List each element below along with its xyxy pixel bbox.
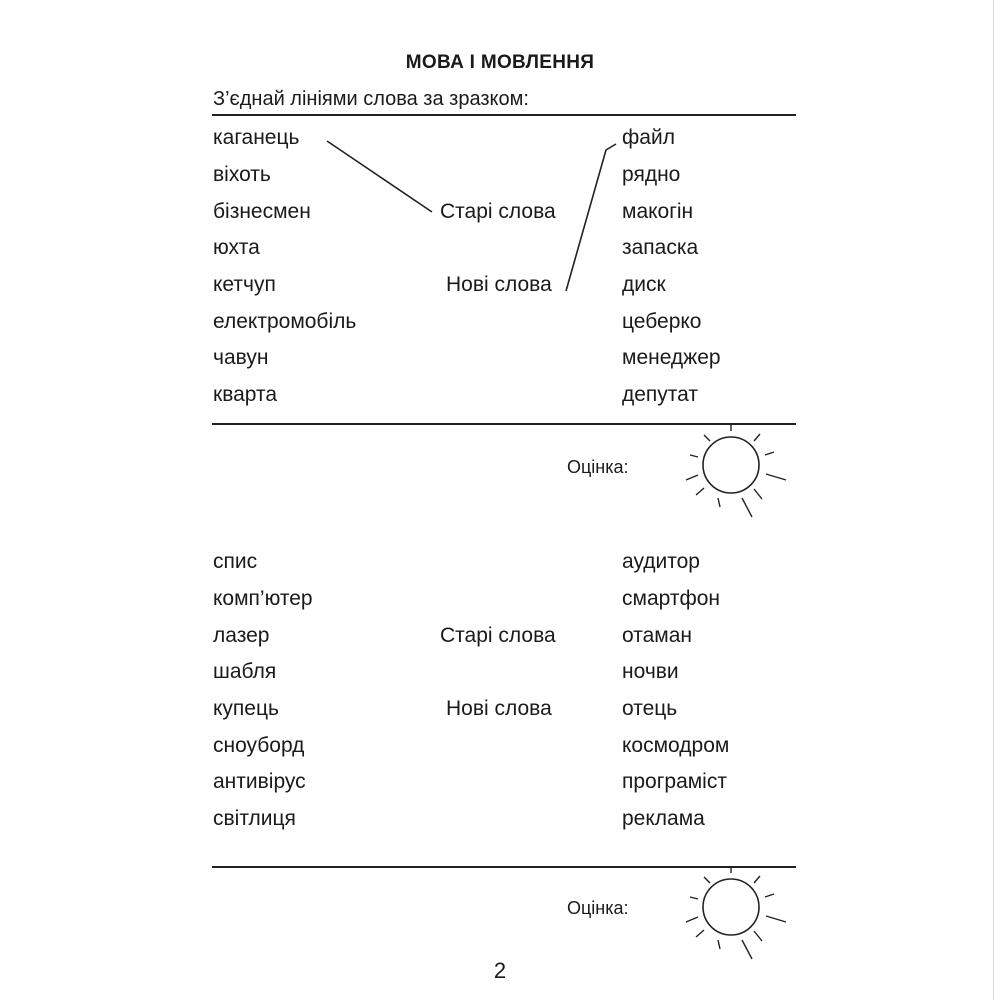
ex2-right-word[interactable]: аудитор xyxy=(622,550,700,573)
example-line-new xyxy=(566,144,616,291)
ex1-right-word[interactable]: депутат xyxy=(622,383,699,406)
ex1-left-word[interactable]: кетчуп xyxy=(213,273,276,296)
ex2-left-word[interactable]: комп’ютер xyxy=(213,587,313,610)
ex2-right-word[interactable]: отаман xyxy=(622,624,692,647)
ex2-old-words-label[interactable]: Старі слова xyxy=(440,624,556,647)
ex1-right-word[interactable]: файл xyxy=(622,126,675,149)
ex1-score-label: Оцінка: xyxy=(567,457,629,477)
ex1-right-word[interactable]: менеджер xyxy=(622,346,721,369)
ex2-right-word[interactable]: програміст xyxy=(622,770,727,793)
ex1-right-word[interactable]: запаска xyxy=(622,236,699,259)
ex1-left-word[interactable]: юхта xyxy=(213,236,260,259)
ex2-score-label: Оцінка: xyxy=(567,898,629,918)
ex1-right-word[interactable]: цеберко xyxy=(622,310,702,333)
ex2-left-word[interactable]: світлиця xyxy=(213,807,296,830)
ex2-left-word[interactable]: антивірус xyxy=(213,770,306,793)
ex1-old-words-label[interactable]: Старі слова xyxy=(440,200,556,223)
ex2-left-word[interactable]: сноуборд xyxy=(213,734,305,757)
ex1-new-words-label[interactable]: Нові слова xyxy=(446,273,552,296)
ex2-left-word[interactable]: шабля xyxy=(213,660,277,683)
instruction-text: З’єднай лініями слова за зразком: xyxy=(213,88,529,110)
ex1-right-word[interactable]: диск xyxy=(622,273,666,296)
page-title: МОВА І МОВЛЕННЯ xyxy=(405,52,595,73)
sun-icon[interactable] xyxy=(676,425,796,525)
example-line-old xyxy=(327,141,432,212)
ex1-left-word[interactable]: бізнесмен xyxy=(213,200,311,223)
ex1-left-word[interactable]: каганець xyxy=(213,126,300,149)
ex2-left-word[interactable]: спис xyxy=(213,550,258,573)
ex2-left-word[interactable]: лазер xyxy=(213,624,270,647)
ex2-left-word[interactable]: купець xyxy=(213,697,279,720)
ex1-left-word[interactable]: віхоть xyxy=(213,163,271,186)
sun-icon[interactable] xyxy=(676,867,796,967)
ex1-left-word[interactable]: чавун xyxy=(213,346,269,369)
ex2-right-word[interactable]: космодром xyxy=(622,734,730,757)
ex1-right-word[interactable]: макогін xyxy=(622,200,694,223)
ex2-right-word[interactable]: отець xyxy=(622,697,678,720)
ex1-left-word[interactable]: кварта xyxy=(213,383,278,406)
ex1-left-word[interactable]: електромобіль xyxy=(213,310,357,333)
ex2-right-word[interactable]: реклама xyxy=(622,807,705,830)
ex2-right-word[interactable]: ночви xyxy=(622,660,679,683)
ex2-new-words-label[interactable]: Нові слова xyxy=(446,697,552,720)
ex1-right-word[interactable]: рядно xyxy=(622,163,681,186)
page-number: 2 xyxy=(493,958,507,983)
ex2-right-word[interactable]: смартфон xyxy=(622,587,721,610)
